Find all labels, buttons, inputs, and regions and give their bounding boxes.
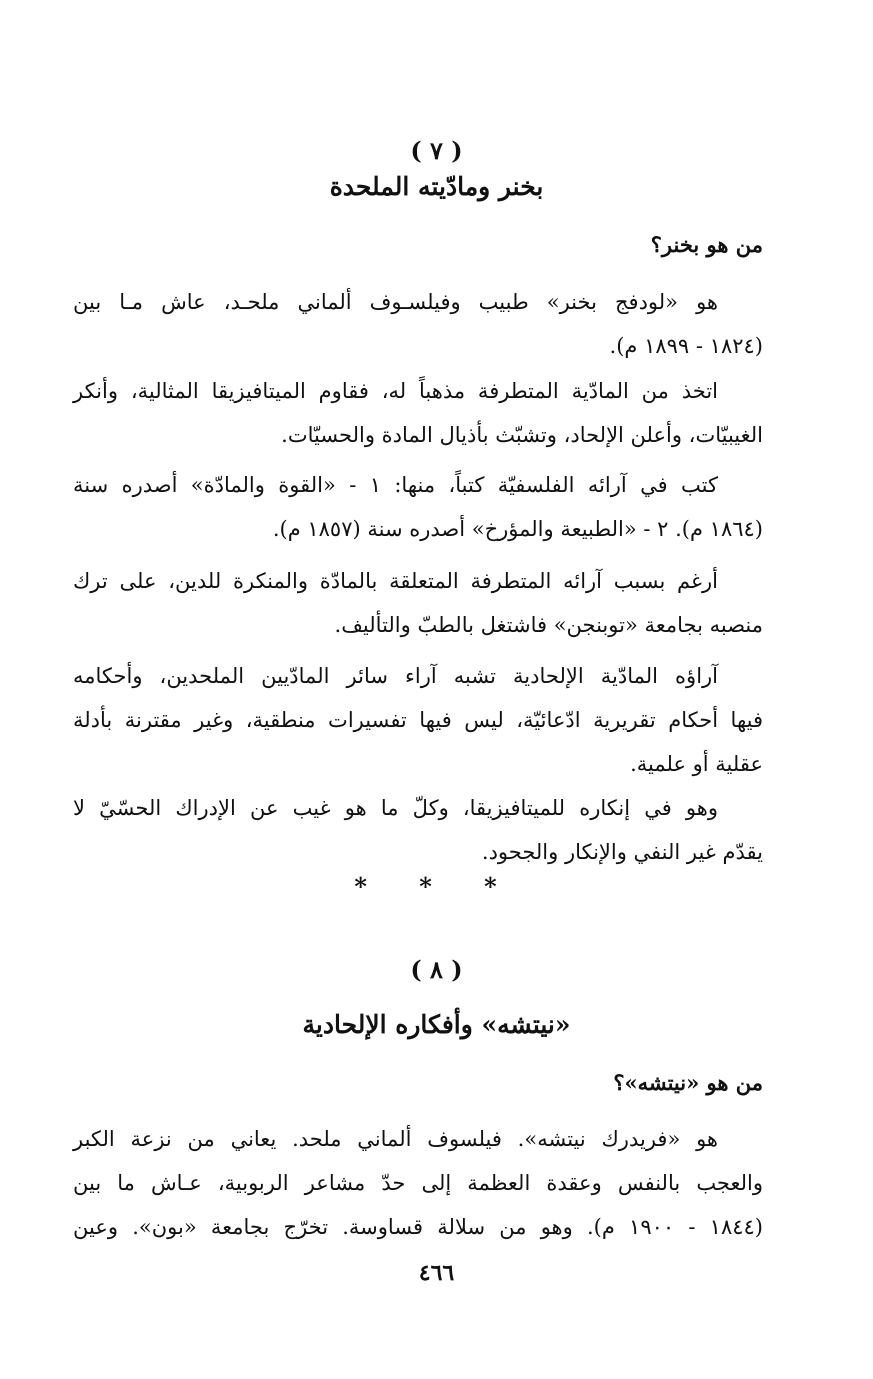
text-line: آراؤه المادّية الإلحادية تشبه آراء سائر المادّيين الملحدين، وأحكامه [73, 664, 718, 688]
text-line: منصبه بجامعة «توبنجن» فاشتغل بالطبّ والتأليف. [334, 613, 763, 637]
text-line: اتخذ من المادّية المتطرفة مذهباً له، فقاوم الميتافيزيقا المثالية، وأنكر [73, 379, 718, 403]
text-line: (١٨٦٤ م). ٢ - «الطبيعة والمؤرخ» أصدره سنة (١٨٥٧ م). [272, 517, 763, 541]
text-line: يقدّم غير النفي والإنكار والجحود. [481, 840, 763, 864]
paragraph [73, 280, 763, 368]
paragraph [73, 786, 763, 874]
text-line: هو «لودفج بخنر» طبيب وفيلسـوف ألماني ملحـد، عاش مـا بين [73, 290, 718, 314]
page-number: ٤٦٦ [418, 1260, 455, 1286]
paragraph [73, 1117, 763, 1249]
section-7-question: من هو بخنر؟ [650, 232, 763, 257]
text-line: والعجب بالنفس وعقدة العظمة إلى حدّ مشاعر الربوبية، عـاش ما بين [73, 1171, 763, 1195]
text-line: الغيبيّات، وأعلن الإلحاد، وتشبّث بأذيال المادة والحسيّات. [281, 423, 763, 447]
text-line: (١٨٢٤ - ١٨٩٩ م). [609, 334, 763, 358]
text-line: هو «فريدرك نيتشه». فيلسوف ألماني ملحد. يعاني من نزعة الكبر [73, 1127, 718, 1151]
section-7-number: ( ٧ ) [410, 136, 463, 165]
paragraph [73, 654, 763, 786]
section-8-question: من هو «نيتشه»؟ [613, 1070, 763, 1095]
section-8-number: ( ٨ ) [410, 955, 463, 984]
section-separator: * * * [354, 872, 519, 901]
text-line: أرغم بسبب آرائه المتطرفة المتعلقة بالمادّة والمنكرة للدين، على ترك [73, 569, 718, 593]
section-7-title: بخنر ومادّيته الملحدة [329, 172, 544, 201]
paragraph [73, 559, 763, 647]
paragraph [73, 369, 763, 457]
text-line: فيها أحكام تقريرية ادّعائيّة، ليس فيها تفسيرات منطقية، وغير مقترنة بأدلة [73, 708, 763, 732]
section-8-title: «نيتشه» وأفكاره الإلحادية [302, 1010, 571, 1039]
text-line: (١٨٤٤ - ١٩٠٠ م). وهو من سلالة قساوسة. تخرّج بجامعة «بون». وعين [73, 1215, 763, 1239]
text-line: كتب في آرائه الفلسفيّة كتباً، منها: ١ - «القوة والمادّة» أصدره سنة [73, 473, 718, 497]
paragraph [73, 463, 763, 551]
text-line: وهو في إنكاره للميتافيزيقا، وكلّ ما هو غيب عن الإدراك الحسّيّ لا [73, 796, 718, 820]
text-line: عقلية أو علمية. [630, 752, 763, 776]
